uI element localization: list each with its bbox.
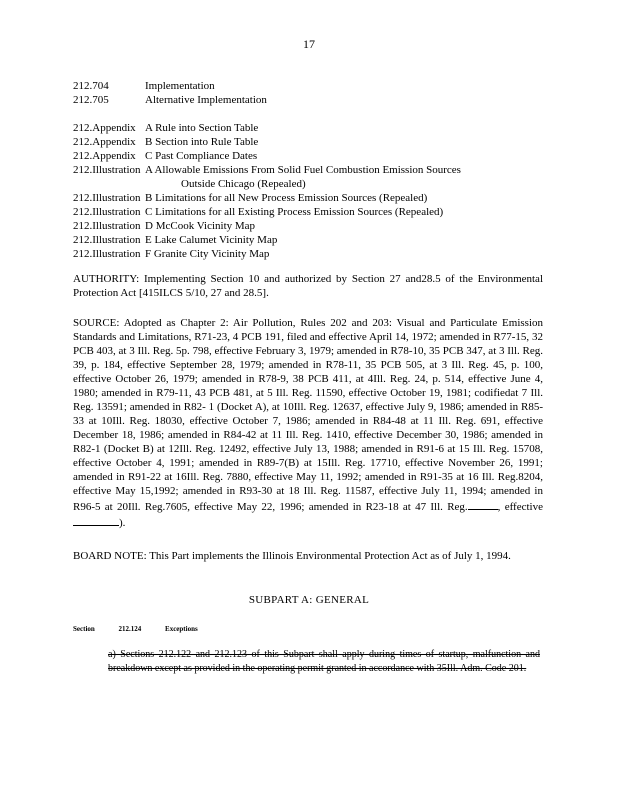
toc-title: B Limitations for all New Process Emission Sources (Repealed): [145, 192, 428, 204]
toc-title: F Granite City Vicinity Map: [145, 248, 270, 260]
toc-row: [73, 247, 543, 261]
toc-title: E Lake Calumet Vicinity Map: [145, 234, 278, 246]
toc-row: [73, 191, 543, 205]
toc-number: 212.Illustration: [73, 220, 141, 232]
toc-number: 212.Appendix: [73, 136, 136, 148]
toc-row: [73, 135, 543, 149]
source-end: ).: [119, 517, 126, 529]
toc-number: 212.Appendix: [73, 122, 136, 134]
toc-title: D McCook Vicinity Map: [145, 220, 256, 232]
blank-line: [73, 514, 119, 526]
source-text: SOURCE: Adopted as Chapter 2: Air Pollution, Rules 202 and 203: Visual and Particulate Emission Standards and Limitations, R71-23, 4 PCB 191, filed and effective April 14, 1972; amended in R77-15, 32 PCB 403, at 3 Ill. Reg. 5p. 798, effective February 3, 1979; amended in R78-10, 35 PCB 347, at 3 Ill. Reg. 39, p. 184, effective September 28, 1979; amended in R78-11, 35 PCB 505, at 3 Ill. Reg. 45, p. 100, effective October 26, 1979; amended in R78-9, 38 PCB 411, at 4Ill. Reg. 24, p. 514, effective June 4, 1980; amended in R79-11, 43 PCB 481, at 5 Ill. Reg. 11590, effective October 19, 1981; codifiedat 7 Ill. Reg. 13591; amended in R82- 1 (Docket A), at 10Ill. Reg. 12637, effective July 9, 1986; amended in R85-33 at 10Ill. Reg. 18030, effective October 7, 1986; amended in R84-48 at 11 Ill. Reg. 691, effective December 18, 1986; amended in R84-42 at 11 Ill. Reg. 1410, effective December 30, 1986; amended in R82-1 (Docket B) at 12Ill. Reg. 12492, effective July 13, 1988; amended in R91-6 at 15 Ill. Reg. 15708, effective October 4, 1991; amended in R89-7(B) at 15Ill. Reg. 17710, effective November 26, 1991; amended in R91-22 at 16Ill. Reg. 7880, effective May 11, 1992; amended in R91-35 at 16 Ill. Reg.8204, effective May 15,1992; amended in R93-30 at 18 Ill. Reg. 11587, effective July 11, 1994; amended in R96-5 at 20Ill. Reg.7605, effective May 22, 1996; amended in R23-18 at 47 Ill. Reg.: [73, 317, 543, 513]
toc-number: 212.Illustration: [73, 234, 141, 246]
source-paragraph: [73, 316, 543, 530]
toc-row: [73, 79, 543, 93]
toc-number: 212.Illustration: [73, 248, 141, 260]
toc-title: C Limitations for all Existing Process Emission Sources (Repealed): [145, 206, 444, 218]
toc-row: [73, 205, 543, 219]
toc-number: 212.Illustration: [73, 192, 141, 204]
toc-row: [73, 163, 543, 177]
toc-row: [73, 177, 543, 191]
section-label: Section: [73, 625, 95, 633]
toc-row: [73, 219, 543, 233]
toc-title: A Rule into Section Table: [145, 122, 259, 134]
section-heading: [73, 622, 220, 636]
toc-title: B Section into Rule Table: [145, 136, 259, 148]
source-effective: , effective: [497, 501, 543, 513]
struck-paragraph: a) Sections 212.122 and 212.123 of this Subpart shall apply during times of startup, malfunction and breakdown except as provided in the operating permit granted in accordance with 35Ill. Adm. Code 201.: [108, 649, 540, 674]
blank-line: [468, 498, 498, 510]
toc-number: [73, 177, 181, 191]
toc-row: [73, 233, 543, 247]
toc-title: Alternative Implementation: [145, 94, 267, 106]
authority-paragraph: AUTHORITY: Implementing Section 10 and authorized by Section 27 and28.5 of the Environmental Protection Act [415ILCS 5/10, 27 and 28.5].: [73, 273, 543, 299]
subpart-heading: SUBPART A: GENERAL: [248, 594, 370, 606]
section-number: 212.124: [118, 625, 142, 633]
toc-row: [73, 121, 543, 135]
toc-row: [73, 149, 543, 163]
table-of-contents: [73, 79, 543, 261]
section-title: Exceptions: [165, 625, 198, 633]
page-number: 17: [303, 37, 315, 51]
toc-number: 212.704: [73, 80, 109, 92]
toc-title: Implementation: [145, 80, 215, 92]
board-note: BOARD NOTE: This Part implements the Illinois Environmental Protection Act as of July 1, 1994.: [73, 550, 511, 562]
toc-number: 212.Appendix: [73, 150, 136, 162]
toc-title: A Allowable Emissions From Solid Fuel Combustion Emission Sources: [145, 164, 461, 176]
toc-title: C Past Compliance Dates: [145, 150, 258, 162]
toc-number: 212.705: [73, 94, 109, 106]
toc-title: Outside Chicago (Repealed): [181, 178, 306, 190]
toc-row: [73, 93, 543, 107]
toc-number: 212.Illustration: [73, 206, 141, 218]
toc-number: 212.Illustration: [73, 164, 141, 176]
